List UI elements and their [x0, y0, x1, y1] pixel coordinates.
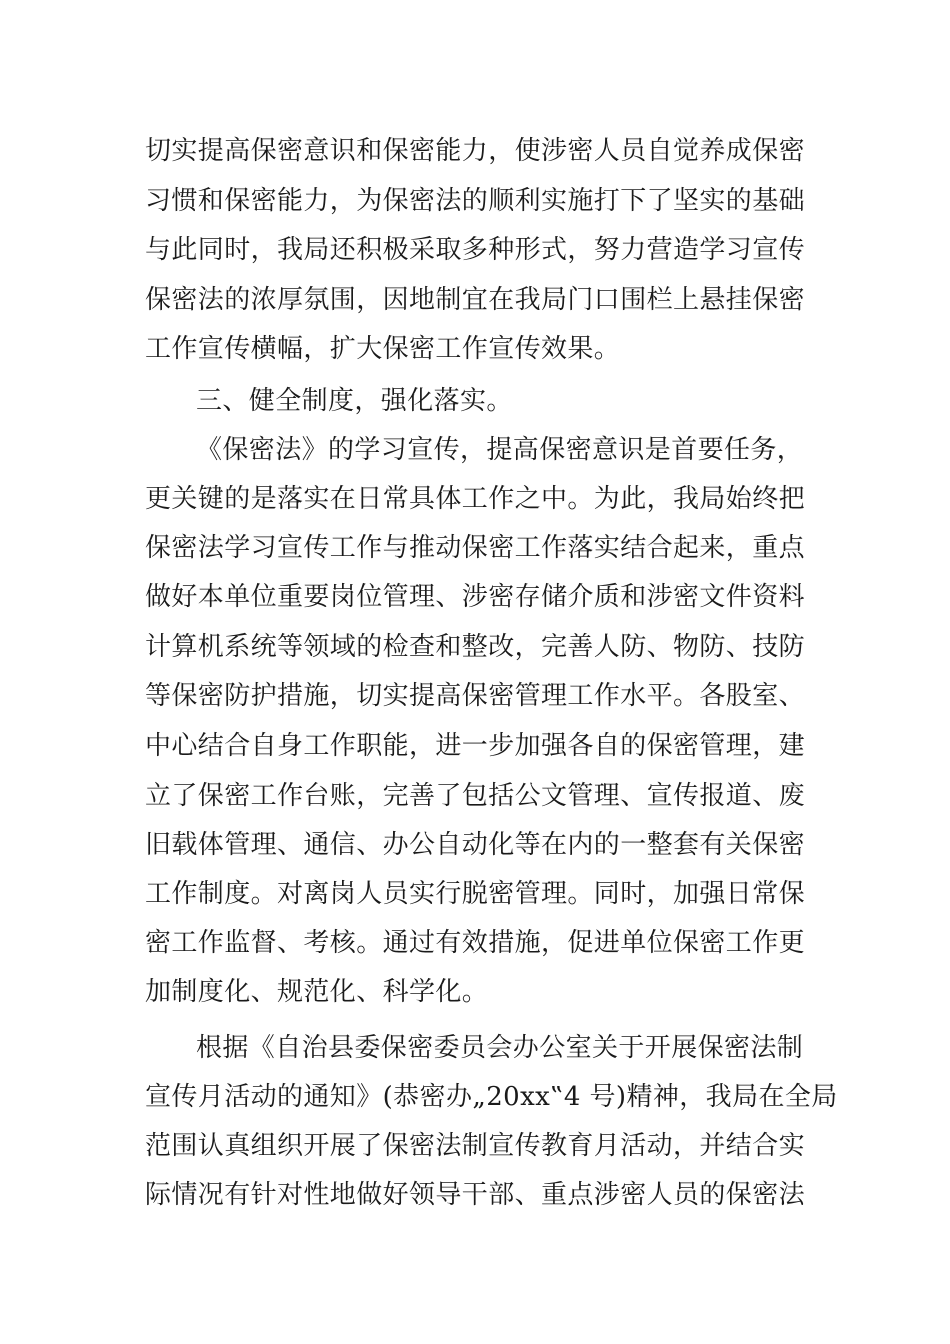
- paragraph-line: 保密法的浓厚氛围，因地制宜在我局门口围栏上悬挂保密: [145, 285, 806, 315]
- paragraph-line: 际情况有针对性地做好领导干部、重点涉密人员的保密法: [145, 1180, 806, 1210]
- section-heading: 三、健全制度，强化落实。: [196, 386, 513, 416]
- paragraph-line: 中心结合自身工作职能，进一步加强各自的保密管理，建: [145, 731, 806, 761]
- paragraph-line: 旧载体管理、通信、办公自动化等在内的一整套有关保密: [145, 830, 806, 860]
- paragraph-line: 习惯和保密能力，为保密法的顺利实施打下了坚实的基础: [145, 186, 806, 216]
- paragraph-line: 宣传月活动的通知》(恭密办„20xx‟4 号)精神，我局在全局: [145, 1082, 838, 1112]
- paragraph-line: 根据《自治县委保密委员会办公室关于开展保密法制: [196, 1033, 804, 1063]
- paragraph-line: 加制度化、规范化、科学化。: [145, 977, 489, 1007]
- paragraph-line: 做好本单位重要岗位管理、涉密存储介质和涉密文件资料: [145, 582, 806, 612]
- paragraph-line: 立了保密工作台账，完善了包括公文管理、宣传报道、废: [145, 781, 806, 811]
- paragraph-line: 范围认真组织开展了保密法制宣传教育月活动，并结合实: [145, 1131, 806, 1161]
- paragraph-line: 与此同时，我局还积极采取多种形式，努力营造学习宣传: [145, 235, 806, 265]
- paragraph-line: 保密法学习宣传工作与推动保密工作落实结合起来，重点: [145, 533, 806, 563]
- paragraph-line: 《保密法》的学习宣传，提高保密意识是首要任务，: [196, 435, 804, 465]
- paragraph-line: 工作宣传横幅，扩大保密工作宣传效果。: [145, 334, 621, 364]
- paragraph-line: 更关键的是落实在日常具体工作之中。为此，我局始终把: [145, 484, 806, 514]
- paragraph-line: 等保密防护措施，切实提高保密管理工作水平。各股室、: [145, 681, 806, 711]
- paragraph-line: 计算机系统等领域的检查和整改，完善人防、物防、技防: [145, 632, 806, 662]
- paragraph-line: 切实提高保密意识和保密能力，使涉密人员自觉养成保密: [145, 136, 806, 166]
- paragraph-line: 工作制度。对离岗人员实行脱密管理。同时，加强日常保: [145, 879, 806, 909]
- paragraph-line: 密工作监督、考核。通过有效措施，促进单位保密工作更: [145, 928, 806, 958]
